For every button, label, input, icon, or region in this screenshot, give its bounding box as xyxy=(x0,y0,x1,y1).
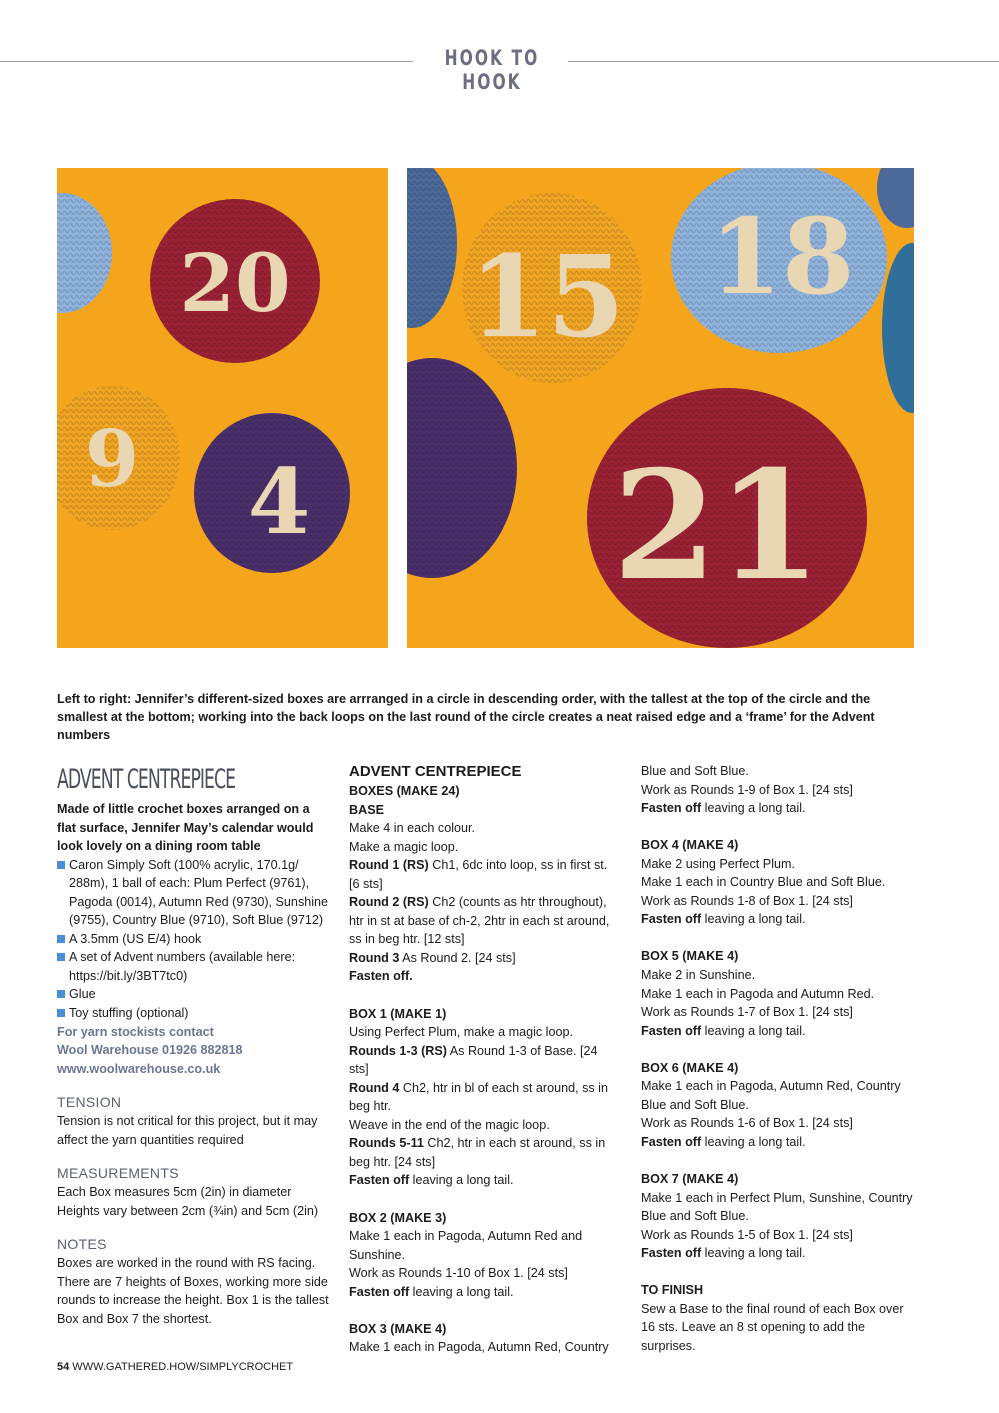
box3-heading: BOX 3 (MAKE 4) xyxy=(349,1321,447,1336)
footer-url[interactable]: WWW.GATHERED.HOW/SIMPLYCROCHET xyxy=(69,1361,294,1373)
box4-heading: BOX 4 (MAKE 4) xyxy=(641,838,739,853)
column-2 xyxy=(349,762,617,1357)
advent-number: 21 xyxy=(612,438,822,614)
instruction: Make 1 each in Pagoda, Autumn Red, Country xyxy=(349,1340,609,1355)
measurements-heading: MEASUREMENTS xyxy=(57,1165,179,1182)
measurements-text: Each Box measures 5cm (2in) in diameter xyxy=(57,1185,292,1200)
instruction: Rounds 1-3 (RS) As Round 1-3 of Base. [24 sts] xyxy=(349,1043,598,1077)
instruction: Fasten off leaving a long tail. xyxy=(641,801,806,816)
stockist-phone: Wool Warehouse 01926 882818 xyxy=(57,1043,243,1058)
instruction: Fasten off. xyxy=(349,969,413,984)
measurements-text: Heights vary between 2cm (¾in) and 5cm (2in) xyxy=(57,1203,319,1218)
list-item: Toy stuffing (optional) xyxy=(57,1004,332,1023)
bullet-square-icon xyxy=(57,1009,65,1017)
instruction: Sew a Base to the final round of each Box over 16 sts. Leave an 8 st opening to add the surprises. xyxy=(641,1301,904,1353)
bullet-square-icon xyxy=(57,953,65,961)
photo-left-illustration xyxy=(57,168,388,648)
instruction: Make 1 each in Country Blue and Soft Blue. xyxy=(641,875,886,890)
photo-caption: Left to right: Jennifer’s different-sized boxes are arrranged in a circle in descending order, with the tallest at the top of the circle and the smallest at the bottom; working into the back loops on the last round of the circle creates a neat raised edge and a ‘frame’ for the Advent numbers xyxy=(57,692,875,742)
materials-list xyxy=(57,856,332,1023)
instruction: Work as Rounds 1-10 of Box 1. [24 sts] xyxy=(349,1266,568,1281)
instruction: Fasten off leaving a long tail. xyxy=(349,1284,514,1299)
instruction: Fasten off leaving a long tail. xyxy=(641,1246,806,1261)
intro-text: Made of little crochet boxes arranged on a flat surface, Jennifer May’s calendar would look lovely on a dining room table xyxy=(57,802,314,854)
instruction: Make 4 in each colour. xyxy=(349,821,476,836)
list-item: Caron Simply Soft (100% acrylic, 170.1g/ 288m), 1 ball of each: Plum Perfect (9761), Pagoda (0014), Autumn Red (9730), Sunshine (9755), Country Blue (9710), Soft Blue (9712) xyxy=(57,856,332,930)
instruction: Make 1 each in Pagoda, Autumn Red, Country Blue and Soft Blue. xyxy=(641,1079,901,1112)
instruction: Fasten off leaving a long tail. xyxy=(641,912,806,927)
header-rule-right xyxy=(568,61,999,62)
bullet-square-icon xyxy=(57,861,65,869)
base-heading: BASE xyxy=(349,802,384,817)
stockist-link[interactable]: www.woolwarehouse.co.uk xyxy=(57,1061,221,1076)
page-footer xyxy=(57,1361,293,1373)
instruction: Work as Rounds 1-8 of Box 1. [24 sts] xyxy=(641,893,853,908)
instruction: Fasten off leaving a long tail. xyxy=(641,1023,806,1038)
pattern-heading: ADVENT CENTREPIECE xyxy=(349,763,522,780)
advent-number: 18 xyxy=(709,195,855,318)
list-item: A 3.5mm (US E/4) hook xyxy=(57,930,332,949)
instruction: Round 3 As Round 2. [24 sts] xyxy=(349,950,516,965)
finish-heading: TO FINISH xyxy=(641,1283,704,1298)
photo-right-illustration xyxy=(407,168,914,648)
instruction: Work as Rounds 1-9 of Box 1. [24 sts] xyxy=(641,782,853,797)
photo-right xyxy=(407,168,914,648)
advent-number: 20 xyxy=(179,236,291,330)
boxes-heading: BOXES (MAKE 24) xyxy=(349,784,460,798)
instruction: Fasten off leaving a long tail. xyxy=(641,1134,806,1149)
instruction: Blue and Soft Blue. xyxy=(641,764,749,778)
tension-heading: TENSION xyxy=(57,1094,122,1111)
bullet-square-icon xyxy=(57,990,65,998)
instruction: Work as Rounds 1-6 of Box 1. [24 sts] xyxy=(641,1116,853,1131)
box5-heading: BOX 5 (MAKE 4) xyxy=(641,949,739,964)
instruction: Make 1 each in Pagoda and Autumn Red. xyxy=(641,986,875,1001)
instruction: Rounds 5-11 Ch2, htr in each st around, ss in beg htr. [24 sts] xyxy=(349,1136,606,1169)
box7-heading: BOX 7 (MAKE 4) xyxy=(641,1172,739,1187)
list-item: Glue xyxy=(57,985,332,1004)
box2-heading: BOX 2 (MAKE 3) xyxy=(349,1210,447,1225)
tension-text: Tension is not critical for this project, but it may affect the yarn quantities required xyxy=(57,1114,318,1147)
article-title: ADVENT CENTREPIECE xyxy=(57,764,236,795)
advent-number: 15 xyxy=(469,232,625,363)
instruction: Round 1 (RS) Ch1, 6dc into loop, ss in first st. [6 sts] xyxy=(349,858,608,891)
instruction: Make 1 each in Pagoda, Autumn Red and Sunshine. xyxy=(349,1229,583,1262)
section-title: HOOK TO HOOK xyxy=(444,46,540,94)
instruction: Make 2 using Perfect Plum. xyxy=(641,856,795,871)
photo-left xyxy=(57,168,388,648)
instruction: Make a magic loop. xyxy=(349,839,459,854)
advent-number: 4 xyxy=(247,449,311,555)
list-item: A set of Advent numbers (available here: https://bit.ly/3BT7tc0) xyxy=(57,948,332,985)
instruction: Using Perfect Plum, make a magic loop. xyxy=(349,1025,573,1040)
instruction: Make 2 in Sunshine. xyxy=(641,968,756,983)
instruction: Round 2 (RS) Ch2 (counts as htr throughout), htr in st at base of ch-2, 2htr in each st around, ss in beg htr. [12 sts] xyxy=(349,895,610,947)
instruction: Round 4 Ch2, htr in bl of each st around, ss in beg htr. xyxy=(349,1080,608,1114)
advent-number: 9 xyxy=(84,414,140,505)
box1-heading: BOX 1 (MAKE 1) xyxy=(349,1006,447,1021)
stockist-line: For yarn stockists contact xyxy=(57,1024,214,1039)
notes-heading: NOTES xyxy=(57,1236,107,1253)
column-1 xyxy=(57,762,332,1329)
box6-heading: BOX 6 (MAKE 4) xyxy=(641,1060,739,1075)
instruction: Weave in the end of the magic loop. xyxy=(349,1117,550,1132)
instruction: Work as Rounds 1-5 of Box 1. [24 sts] xyxy=(641,1227,853,1242)
column-3 xyxy=(641,762,921,1356)
instruction: Fasten off leaving a long tail. xyxy=(349,1173,514,1188)
page-number: 54 xyxy=(57,1361,70,1373)
header-rule-left xyxy=(0,61,413,62)
instruction: Work as Rounds 1-7 of Box 1. [24 sts] xyxy=(641,1005,853,1020)
instruction: Make 1 each in Perfect Plum, Sunshine, Country Blue and Soft Blue. xyxy=(641,1190,913,1224)
notes-text: Boxes are worked in the round with RS facing. There are 7 heights of Boxes, working more side rounds to increase the height. Box 1 is the tallest Box and Box 7 the shortest. xyxy=(57,1256,329,1327)
bullet-square-icon xyxy=(57,935,65,943)
